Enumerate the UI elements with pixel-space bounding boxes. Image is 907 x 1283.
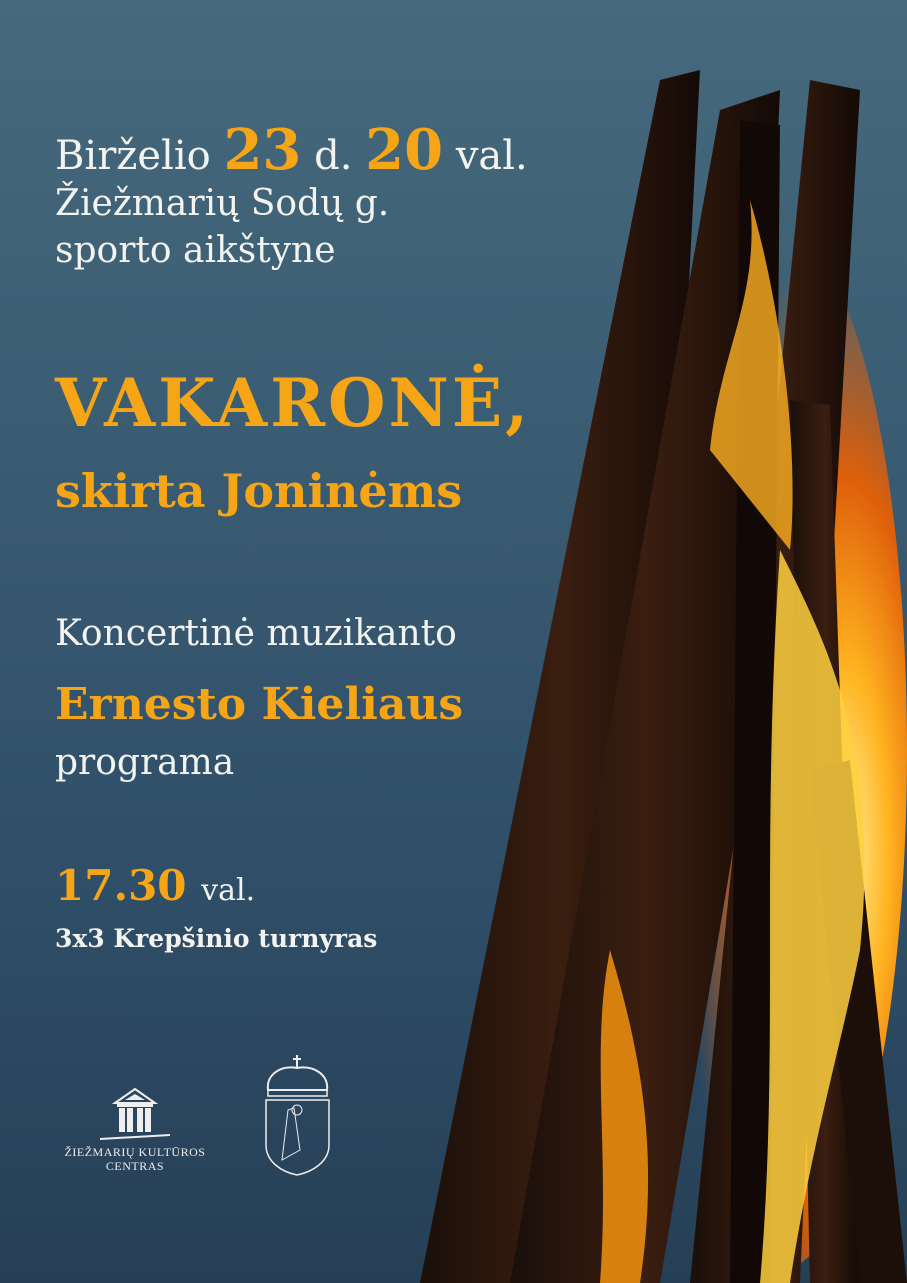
poster-title: VAKARONĖ, [55,364,532,442]
event-hour: 20 [365,117,444,183]
culture-center-name: ŽIEŽMARIŲ KULTŪROS CENTRAS [64,1145,206,1173]
poster-subtitle: skirta Joninėms [55,464,463,518]
hour-suffix: val. [455,133,528,179]
program-word: programa [55,742,235,783]
time-value: 17.30 [55,861,187,910]
location-line1: Žiežmarių Sodų g. [55,183,390,224]
culture-center-logo [60,1085,210,1173]
side-event-name: 3x3 Krepšinio turnyras [55,924,378,953]
event-date-line [55,118,528,182]
program-intro: Koncertinė muzikanto [55,613,457,654]
date-day: 23 [223,117,302,183]
bonfire-image [360,50,907,1283]
location-line2: sporto aikštyne [55,230,336,271]
temple-icon [95,1085,175,1145]
artist-name: Ernesto Kieliaus [55,679,464,730]
date-day-suffix: d. [314,133,353,179]
coat-of-arms-icon [260,1050,335,1180]
side-event-time [55,862,255,910]
date-month: Birželio [55,133,211,179]
time-suffix: val. [201,873,256,908]
